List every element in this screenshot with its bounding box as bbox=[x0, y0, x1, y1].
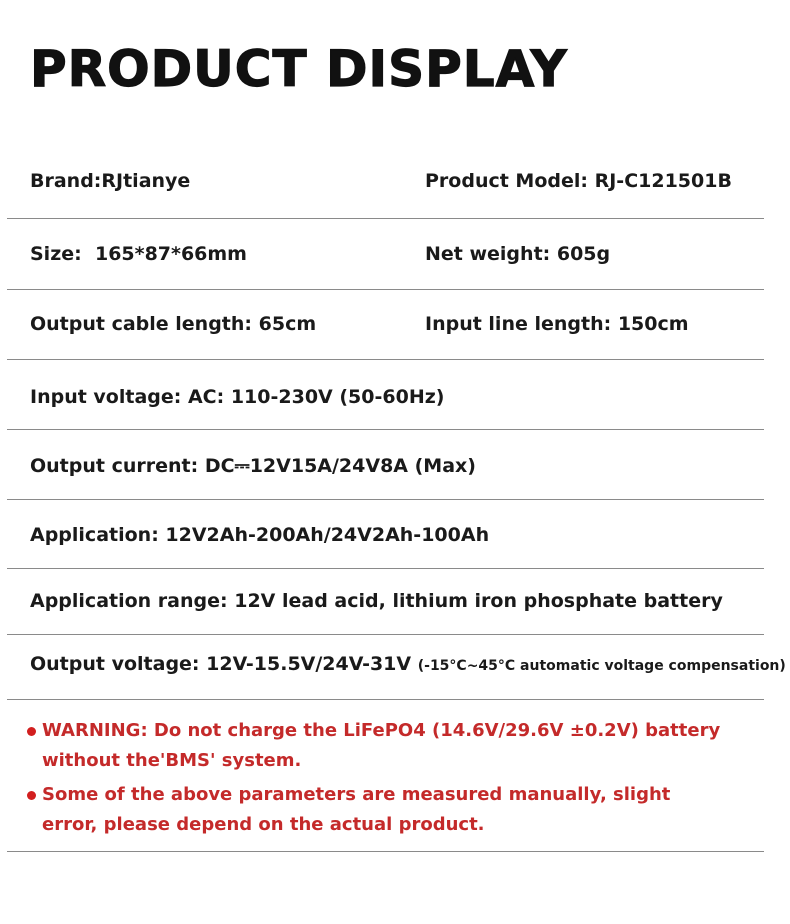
bullet-dot-icon bbox=[27, 791, 36, 800]
spec-row-output-voltage bbox=[30, 653, 786, 675]
output-voltage-label: Output voltage: 12V-15.5V/24V-31V bbox=[30, 653, 412, 675]
spec-row-brand-model bbox=[30, 170, 764, 192]
application-label: Application: 12V2Ah-200Ah/24V2Ah-100Ah bbox=[30, 524, 490, 546]
spec-row-size-weight bbox=[30, 243, 764, 265]
warning-text: WARNING: Do not charge the LiFePO4 (14.6V/29.6V ±0.2V) battery without the'BMS' system. bbox=[42, 720, 721, 771]
warning-text: Some of the above parameters are measured manually, slight error, please depend on the actual product. bbox=[42, 784, 671, 835]
divider bbox=[7, 289, 764, 290]
spec-row-application bbox=[30, 524, 764, 546]
net-weight-label: Net weight: 605g bbox=[425, 243, 611, 265]
spec-row-application-range bbox=[30, 590, 764, 612]
page-title: PRODUCT DISPLAY bbox=[30, 40, 568, 98]
divider bbox=[7, 851, 764, 852]
spec-row-output-current bbox=[30, 455, 764, 477]
bullet-dot-icon bbox=[27, 727, 36, 736]
spec-row-cable-lengths bbox=[30, 313, 764, 335]
divider bbox=[7, 568, 764, 569]
divider bbox=[7, 359, 764, 360]
application-range-label: Application range: 12V lead acid, lithium iron phosphate battery bbox=[30, 590, 723, 612]
divider bbox=[7, 699, 764, 700]
input-line-length-label: Input line length: 150cm bbox=[425, 313, 689, 335]
brand-label: Brand:RJtianye bbox=[30, 170, 191, 192]
spec-row-input-voltage bbox=[30, 386, 764, 408]
input-voltage-label: Input voltage: AC: 110-230V (50-60Hz) bbox=[30, 386, 445, 408]
warning-item bbox=[27, 716, 727, 776]
output-current-label: Output current: DC⎓12V15A/24V8A (Max) bbox=[30, 455, 476, 477]
divider bbox=[7, 429, 764, 430]
size-label: Size: 165*87*66mm bbox=[30, 243, 247, 265]
product-model-label: Product Model: RJ-C121501B bbox=[425, 170, 732, 192]
divider bbox=[7, 499, 764, 500]
output-cable-length-label: Output cable length: 65cm bbox=[30, 313, 317, 335]
divider bbox=[7, 218, 764, 219]
warning-item bbox=[27, 780, 727, 840]
voltage-compensation-note: (-15°C~45°C automatic voltage compensation) bbox=[417, 658, 786, 674]
divider bbox=[7, 634, 764, 635]
